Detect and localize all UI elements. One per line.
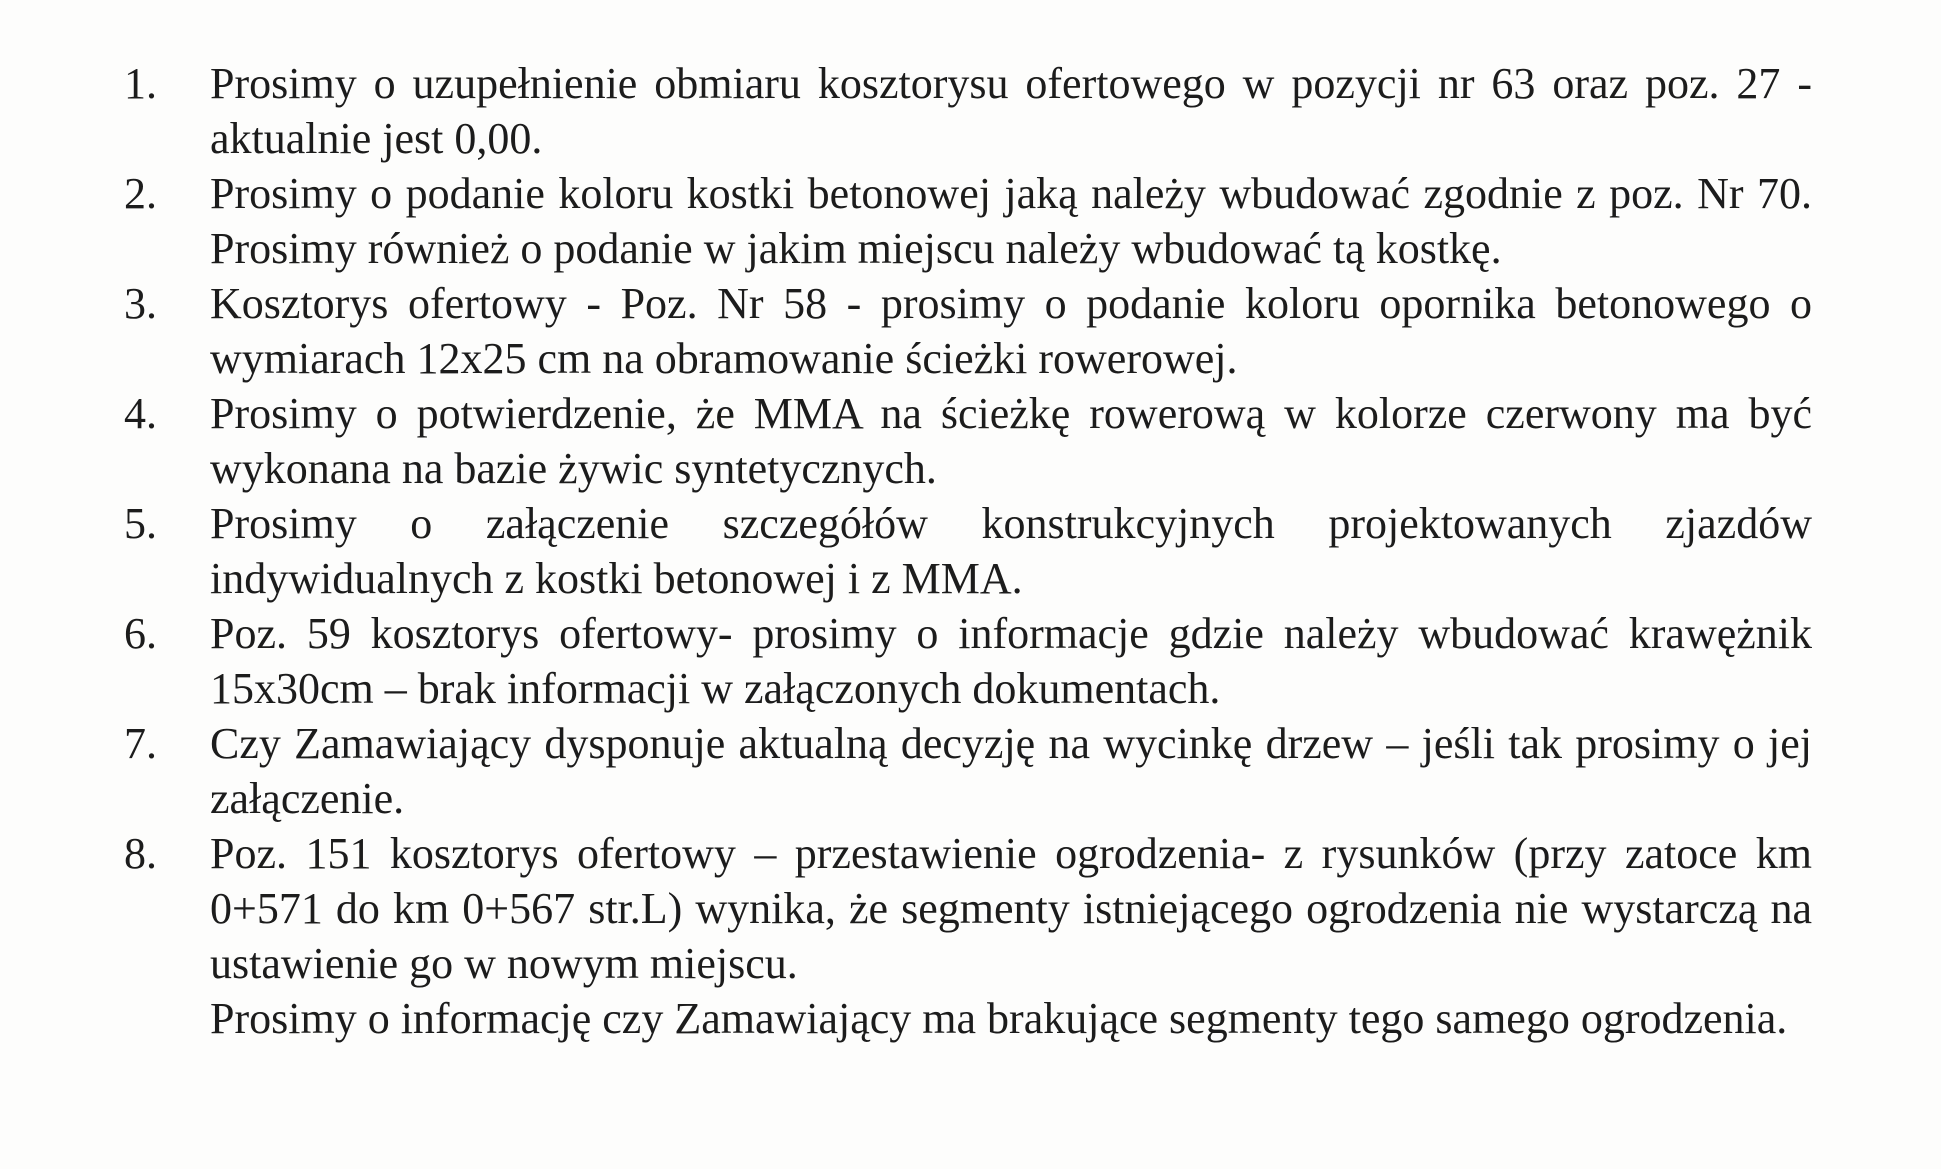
item-body — [210, 716, 1812, 826]
item-number: 7. — [124, 719, 157, 768]
item-text: Kosztorys ofertowy - Poz. Nr 58 - prosimy o podanie koloru opornika betonowego o wymiarach 12x25 cm na obramowanie ścieżki rowerowej. — [210, 279, 1812, 383]
item-text: Czy Zamawiający dysponuje aktualną decyzję na wycinkę drzew – jeśli tak prosimy o jej załączenie. — [210, 719, 1812, 823]
list-item-5 — [112, 496, 1812, 606]
item-text: Poz. 59 kosztorys ofertowy- prosimy o informacje gdzie należy wbudować krawężnik 15x30cm – brak informacji w załączonych dokumentach. — [210, 609, 1812, 713]
item-body — [210, 56, 1812, 166]
item-number: 8. — [124, 829, 157, 878]
item-text: Prosimy o uzupełnienie obmiaru kosztorysu ofertowego w pozycji nr 63 oraz poz. 27 - aktualnie jest 0,00. — [210, 59, 1812, 163]
list-item-6 — [112, 606, 1812, 716]
question-list — [112, 56, 1812, 1046]
item-body — [210, 826, 1812, 1046]
item-body — [210, 276, 1812, 386]
item-number: 1. — [124, 59, 157, 108]
item-number: 5. — [124, 499, 157, 548]
list-item-4 — [112, 386, 1812, 496]
item-text: Prosimy o podanie koloru kostki betonowej jaką należy wbudować zgodnie z poz. Nr 70. Prosimy również o podanie w jakim miejscu należy wbudować tą kostkę. — [210, 169, 1812, 273]
item-extra-paragraph: Prosimy o informację czy Zamawiający ma brakujące segmenty tego samego ogrodzenia. — [210, 994, 1788, 1043]
list-item-8 — [112, 826, 1812, 1046]
item-body — [210, 386, 1812, 496]
item-body — [210, 606, 1812, 716]
item-text: Prosimy o potwierdzenie, że MMA na ścieżkę rowerową w kolorze czerwony ma być wykonana na bazie żywic syntetycznych. — [210, 389, 1812, 493]
item-number: 4. — [124, 389, 157, 438]
item-number: 6. — [124, 609, 157, 658]
item-text: Prosimy o załączenie szczegółów konstrukcyjnych projektowanych zjazdów indywidualnych z kostki betonowej i z MMA. — [210, 499, 1812, 603]
item-text: Poz. 151 kosztorys ofertowy – przestawienie ogrodzenia- z rysunków (przy zatoce km 0+571 do km 0+567 str.L) wynika, że segmenty istniejącego ogrodzenia nie wystarczą na ustawienie go w nowym miejscu. — [210, 829, 1812, 988]
list-item-2 — [112, 166, 1812, 276]
item-number: 3. — [124, 279, 157, 328]
item-body — [210, 496, 1812, 606]
item-body — [210, 166, 1812, 276]
list-item-3 — [112, 276, 1812, 386]
list-item-7 — [112, 716, 1812, 826]
list-item-1 — [112, 56, 1812, 166]
item-number: 2. — [124, 169, 157, 218]
